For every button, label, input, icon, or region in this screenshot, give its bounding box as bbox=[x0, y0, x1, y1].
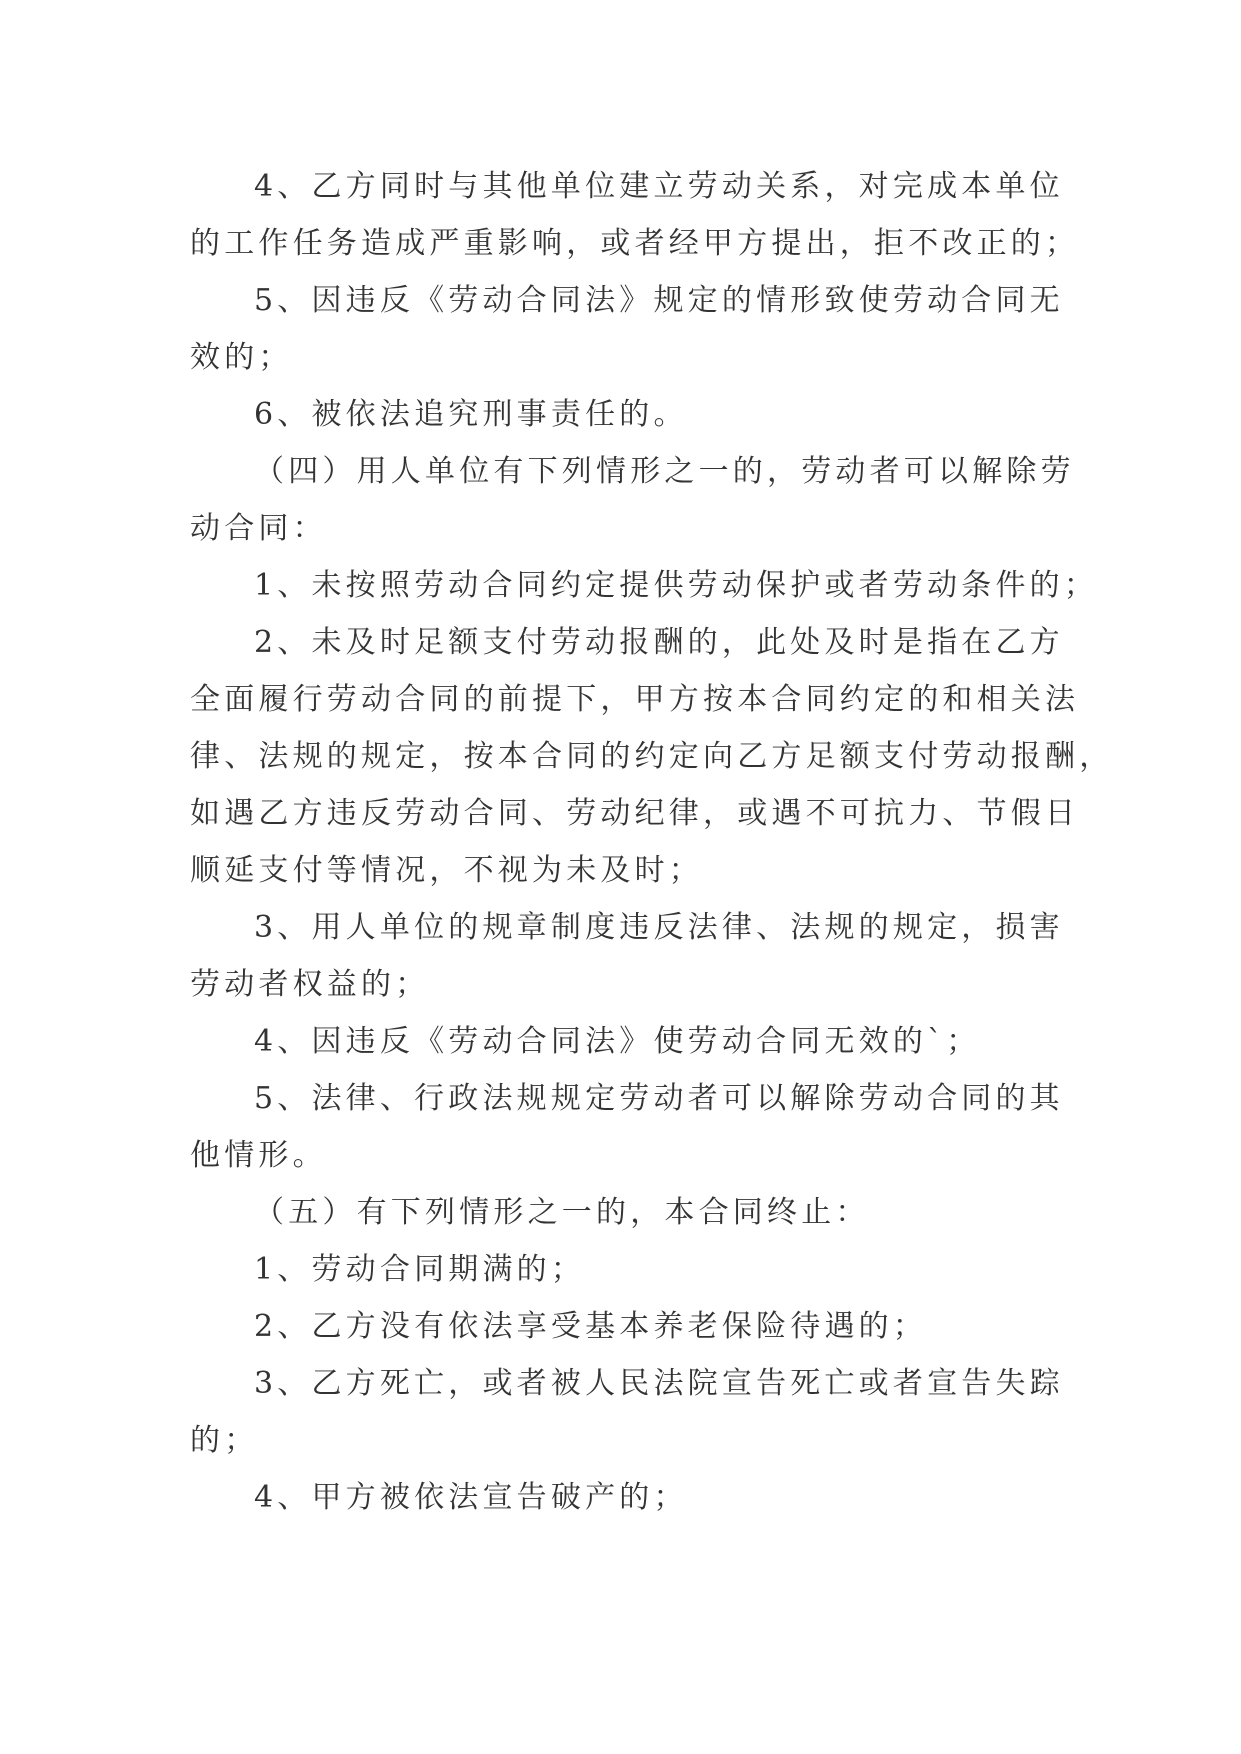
text-line: 2、未及时足额支付劳动报酬的，此处及时是指在乙方 bbox=[254, 625, 1064, 660]
paragraph-clause-1-contract-expiry bbox=[190, 1241, 1070, 1298]
text-line: 的工作任务造成严重影响，或者经甲方提出，拒不改正的； bbox=[190, 226, 1080, 261]
text-line: 如遇乙方违反劳动合同、劳动纪律，或遇不可抗力、节假日 bbox=[190, 796, 1080, 831]
text-line: 动合同： bbox=[190, 511, 327, 546]
document-body bbox=[190, 158, 1114, 1526]
paragraph-clause-4-bankruptcy bbox=[190, 1469, 1070, 1526]
text-line: 1、劳动合同期满的； bbox=[254, 1252, 586, 1287]
paragraph-clause-4-invalid-contract bbox=[190, 1013, 1070, 1070]
text-line: 5、法律、行政法规规定劳动者可以解除劳动合同的其 bbox=[254, 1081, 1064, 1116]
text-line: （四）用人单位有下列情形之一的，劳动者可以解除劳 bbox=[254, 454, 1075, 489]
section-heading-5-contract-termination bbox=[190, 1184, 1070, 1241]
text-line: 6、被依法追究刑事责任的。 bbox=[254, 397, 688, 432]
text-line: 1、未按照劳动合同约定提供劳动保护或者劳动条件的； bbox=[254, 568, 1099, 603]
paragraph-clause-6-criminal-liability bbox=[190, 386, 1070, 443]
paragraph-clause-5-other-circumstances bbox=[190, 1070, 1070, 1184]
text-line: 3、乙方死亡，或者被人民法院宣告死亡或者宣告失踪 bbox=[254, 1366, 1064, 1401]
text-line: 4、甲方被依法宣告破产的； bbox=[254, 1480, 688, 1515]
text-line: 4、因违反《劳动合同法》使劳动合同无效的`； bbox=[254, 1024, 981, 1059]
paragraph-clause-5-invalid-contract bbox=[190, 272, 1070, 386]
text-line: （五）有下列情形之一的，本合同终止： bbox=[254, 1195, 870, 1230]
paragraph-clause-1-labor-protection bbox=[190, 557, 1099, 614]
paragraph-clause-2-pension bbox=[190, 1298, 1070, 1355]
text-line: 顺延支付等情况，不视为未及时； bbox=[190, 853, 703, 888]
text-line: 的； bbox=[190, 1423, 259, 1458]
text-line: 2、乙方没有依法享受基本养老保险待遇的； bbox=[254, 1309, 928, 1344]
paragraph-clause-3-death-or-missing bbox=[190, 1355, 1070, 1469]
text-line: 他情形。 bbox=[190, 1138, 327, 1173]
text-line: 3、用人单位的规章制度违反法律、法规的规定，损害 bbox=[254, 910, 1064, 945]
paragraph-clause-4-dual-employment bbox=[190, 158, 1080, 272]
paragraph-clause-2-payment bbox=[190, 614, 1114, 899]
text-line: 4、乙方同时与其他单位建立劳动关系，对完成本单位 bbox=[254, 169, 1064, 204]
text-line: 5、因违反《劳动合同法》规定的情形致使劳动合同无 bbox=[254, 283, 1064, 318]
text-line: 效的； bbox=[190, 340, 293, 375]
text-line: 劳动者权益的； bbox=[190, 967, 430, 1002]
text-line: 全面履行劳动合同的前提下，甲方按本合同约定的和相关法 bbox=[190, 682, 1080, 717]
paragraph-clause-3-rules-violation bbox=[190, 899, 1070, 1013]
section-heading-4-employee-termination bbox=[190, 443, 1075, 557]
text-line: 律、法规的规定，按本合同的约定向乙方足额支付劳动报酬， bbox=[190, 739, 1114, 774]
